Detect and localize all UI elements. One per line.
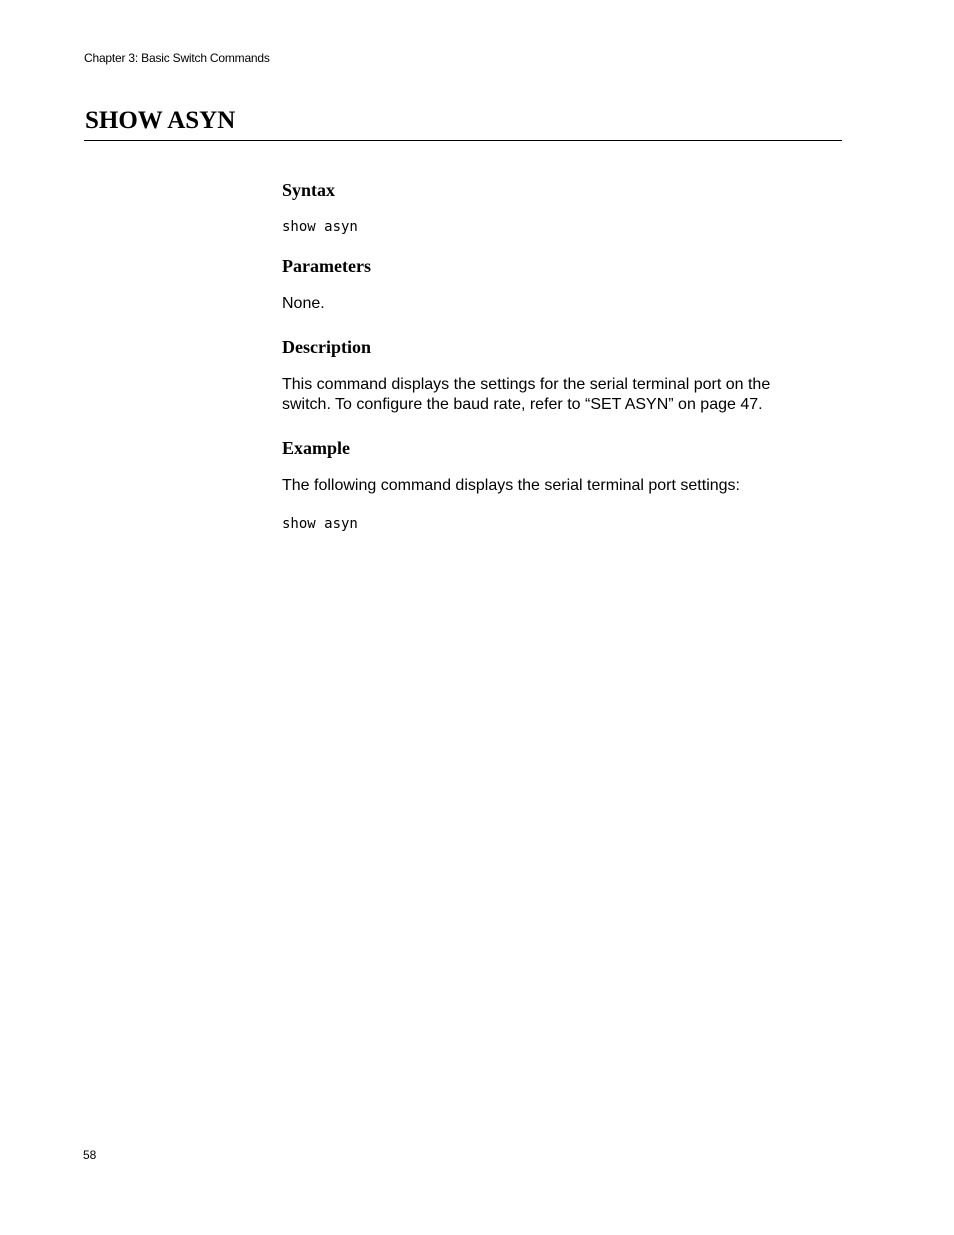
description-heading: Description [282, 337, 371, 357]
example-text: The following command displays the serial terminal port settings: [282, 477, 740, 494]
syntax-code: show asyn [282, 219, 358, 235]
running-header: Chapter 3: Basic Switch Commands [84, 51, 270, 65]
parameters-text: None. [282, 295, 325, 312]
page-number: 58 [83, 1148, 97, 1162]
title-rule [84, 140, 842, 141]
example-code: show asyn [282, 516, 358, 532]
syntax-heading: Syntax [282, 180, 336, 200]
description-text: This command displays the settings for the serial terminal port on the switch. To configure the baud rate, refer to “SET ASYN” on page 47. [282, 376, 771, 413]
example-heading: Example [282, 438, 351, 458]
page-title: SHOW ASYN [85, 107, 236, 134]
parameters-heading: Parameters [282, 256, 371, 276]
